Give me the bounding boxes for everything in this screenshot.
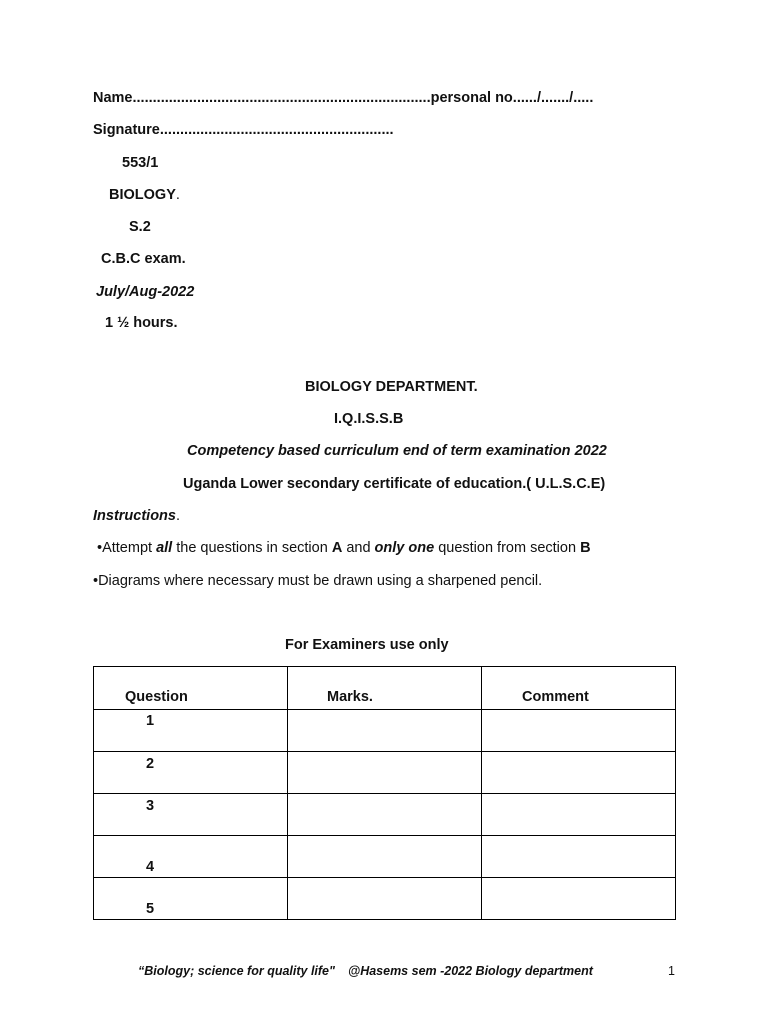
school-code: I.Q.I.S.S.B — [334, 411, 404, 427]
comment-cell[interactable] — [482, 878, 676, 920]
examiners-heading: For Examiners use only — [285, 637, 449, 653]
instruction-2: •Diagrams where necessary must be drawn using a sharpened pencil. — [93, 573, 543, 589]
question-number: 1 — [146, 713, 155, 729]
marks-cell[interactable] — [288, 752, 482, 794]
exam-type: C.B.C exam. — [101, 251, 186, 267]
column-header-question — [94, 667, 288, 710]
examiners-table — [93, 666, 676, 920]
subject-period: . — [175, 187, 180, 203]
column-header-comment-label: Comment — [522, 689, 589, 705]
department-title: BIOLOGY DEPARTMENT. — [305, 379, 478, 395]
table-row — [94, 710, 676, 752]
subject-name: BIOLOGY — [109, 187, 176, 203]
instruction-1-text-a: •Attempt — [97, 540, 157, 556]
question-number: 3 — [146, 798, 155, 814]
certificate-title: Uganda Lower secondary certificate of education.( U.L.S.C.E) — [183, 476, 606, 492]
column-header-marks — [288, 667, 482, 710]
marks-cell[interactable] — [288, 794, 482, 836]
table-row — [94, 836, 676, 878]
question-cell — [94, 878, 288, 920]
marks-cell[interactable] — [288, 878, 482, 920]
instruction-1-section-a: A — [331, 540, 343, 556]
instruction-1-emphasis-all: all — [156, 540, 173, 556]
footer-credit: @Hasems sem -2022 Biology department — [348, 964, 593, 978]
footer-motto: “Biology; science for quality life" — [138, 964, 335, 978]
exam-duration: 1 ½ hours. — [105, 315, 178, 331]
instruction-1 — [97, 540, 591, 556]
marks-cell[interactable] — [288, 710, 482, 752]
comment-cell[interactable] — [482, 752, 676, 794]
question-number: 4 — [146, 859, 155, 875]
page-number: 1 — [668, 964, 675, 978]
question-cell — [94, 836, 288, 878]
marks-cell[interactable] — [288, 836, 482, 878]
instruction-1-text-c: and — [342, 540, 375, 556]
subject-line — [109, 187, 180, 203]
question-cell — [94, 710, 288, 752]
instruction-1-text-b: the questions in section — [172, 540, 332, 556]
column-header-marks-label: Marks. — [327, 689, 373, 705]
signature-field-line: Signature.......................................................... — [93, 122, 394, 138]
table-header-row — [94, 667, 676, 710]
instructions-heading-period: . — [175, 508, 181, 524]
instructions-heading: Instructions — [93, 508, 176, 524]
exam-date: July/Aug-2022 — [96, 284, 195, 300]
paper-code: 553/1 — [122, 155, 159, 171]
comment-cell[interactable] — [482, 710, 676, 752]
question-number: 2 — [146, 756, 155, 772]
instruction-1-section-b: B — [580, 540, 591, 556]
name-field-line: Name..........................................................................personal no....../......./..... — [93, 90, 594, 106]
question-cell — [94, 752, 288, 794]
table-row — [94, 878, 676, 920]
column-header-question-label: Question — [125, 689, 188, 705]
instruction-1-emphasis-only-one: only one — [374, 540, 435, 556]
question-number: 5 — [146, 901, 155, 917]
class-label: S.2 — [129, 219, 151, 235]
table-row — [94, 752, 676, 794]
comment-cell[interactable] — [482, 794, 676, 836]
exam-title: Competency based curriculum end of term examination 2022 — [187, 443, 607, 459]
instructions-heading-line — [93, 508, 180, 524]
table-row — [94, 794, 676, 836]
column-header-comment — [482, 667, 676, 710]
instruction-1-text-d: question from section — [434, 540, 581, 556]
question-cell — [94, 794, 288, 836]
comment-cell[interactable] — [482, 836, 676, 878]
